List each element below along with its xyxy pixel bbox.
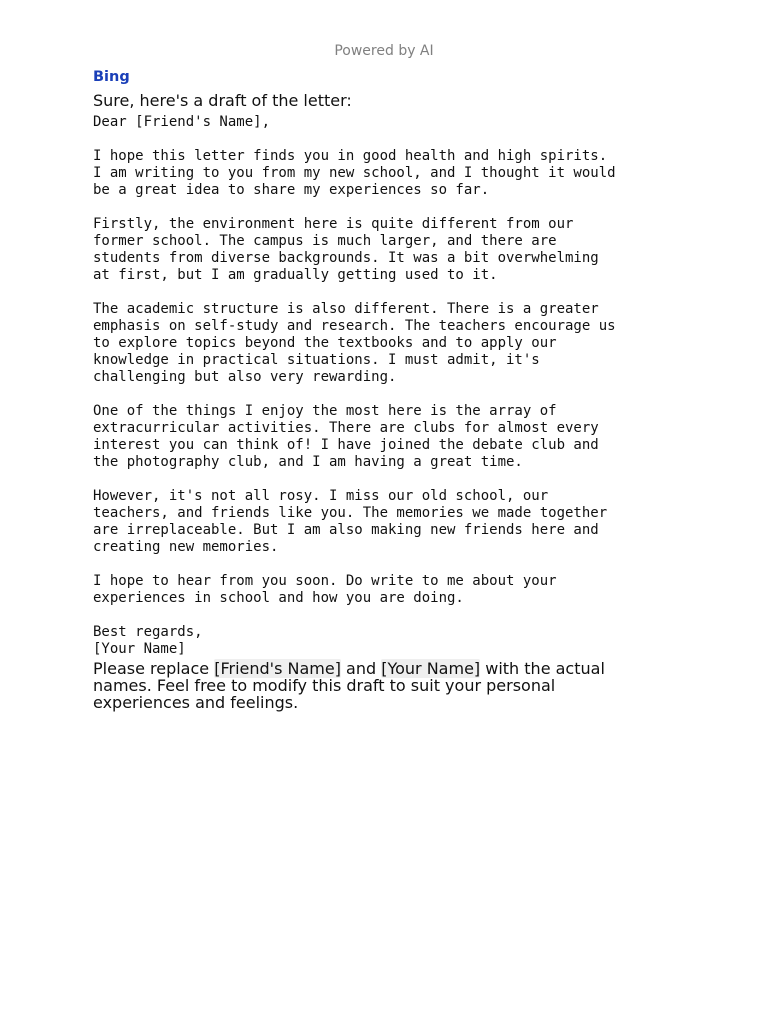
letter-paragraph — [93, 301, 713, 386]
letter-closing: Best regards, — [93, 624, 203, 640]
letter-line: creating new memories. — [93, 539, 279, 555]
letter-line: Firstly, the environment here is quite different from our — [93, 216, 574, 232]
outro-text: Please replace — [93, 659, 215, 678]
letter-line: knowledge in practical situations. I must admit, it's — [93, 352, 540, 368]
letter-line: I hope to hear from you soon. Do write to me about your — [93, 573, 557, 589]
message-outro — [93, 660, 713, 711]
speaker-name: Bing — [93, 69, 130, 85]
letter-line: be a great idea to share my experiences so far. — [93, 182, 490, 198]
letter-closing-block — [93, 624, 713, 658]
letter-line: challenging but also very rewarding. — [93, 369, 397, 385]
letter-line: One of the things I enjoy the most here is the array of — [93, 403, 557, 419]
inline-code-your-name: [Your Name] — [381, 659, 481, 678]
letter-line: extracurricular activities. There are clubs for almost every — [93, 420, 599, 436]
letter-line: experiences in school and how you are doing. — [93, 590, 464, 606]
letter-line: are irreplaceable. But I am also making new friends here and — [93, 522, 599, 538]
letter-line: However, it's not all rosy. I miss our old school, our — [93, 488, 549, 504]
letter-paragraph — [93, 403, 713, 471]
letter-line: interest you can think of! I have joined the debate club and — [93, 437, 599, 453]
letter-line: I am writing to you from my new school, and I thought it would — [93, 165, 616, 181]
outro-text: with the actual — [480, 659, 605, 678]
letter-signature: [Your Name] — [93, 641, 186, 657]
inline-code-friend-name: [Friend's Name] — [214, 659, 341, 678]
letter-line: at first, but I am gradually getting used to it. — [93, 267, 498, 283]
letter-paragraph — [93, 148, 713, 199]
letter-line: students from diverse backgrounds. It was a bit overwhelming — [93, 250, 599, 266]
letter-line: the photography club, and I am having a great time. — [93, 454, 523, 470]
powered-by-label: Powered by AI — [334, 43, 434, 59]
letter-draft — [93, 114, 713, 658]
letter-paragraph — [93, 488, 713, 556]
letter-line: former school. The campus is much larger, and there are — [93, 233, 557, 249]
letter-paragraph — [93, 573, 713, 607]
outro-text: and — [340, 659, 382, 678]
letter-line: teachers, and friends like you. The memories we made together — [93, 505, 608, 521]
chat-message — [93, 68, 713, 711]
letter-line: to explore topics beyond the textbooks and to apply our — [93, 335, 557, 351]
message-intro: Sure, here's a draft of the letter: — [93, 91, 352, 110]
outro-line: experiences and feelings. — [93, 693, 299, 712]
letter-line: I hope this letter finds you in good health and high spirits. — [93, 148, 608, 164]
outro-line: names. Feel free to modify this draft to suit your personal — [93, 676, 556, 695]
letter-salutation: Dear [Friend's Name], — [93, 114, 271, 130]
letter-paragraph — [93, 216, 713, 284]
letter-line: emphasis on self-study and research. The teachers encourage us — [93, 318, 616, 334]
outro-line — [93, 660, 713, 677]
letter-line: The academic structure is also different. There is a greater — [93, 301, 599, 317]
